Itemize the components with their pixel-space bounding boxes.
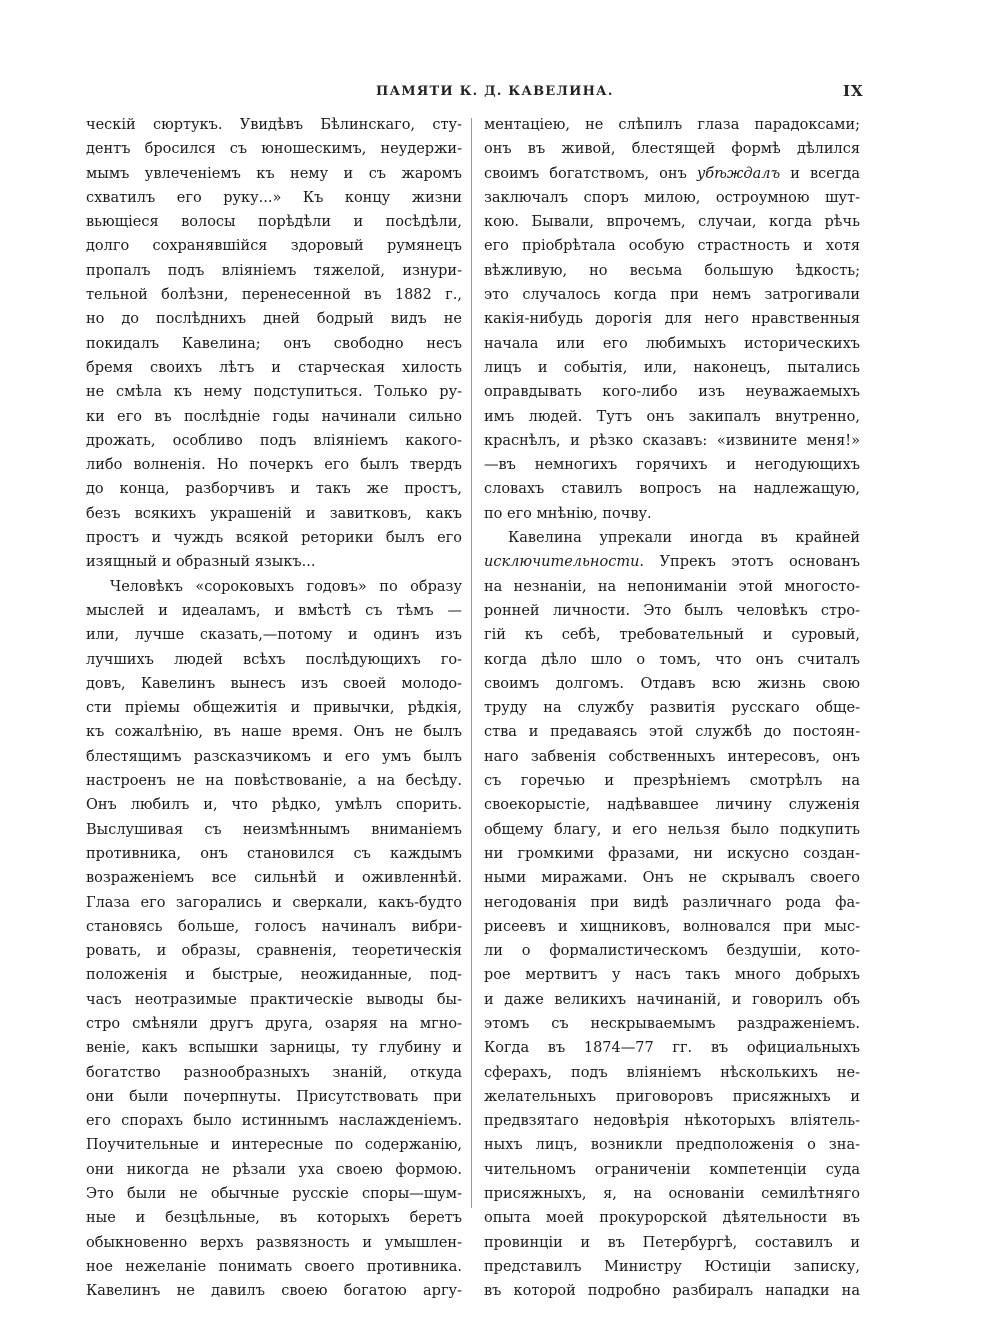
text-line: покидалъ Кавелина; онъ свободно несъ bbox=[86, 335, 462, 352]
text-line: оправдывать кого-либо изъ неуважаемыхъ bbox=[484, 384, 860, 401]
text-line: стро смѣняли другъ друга, озаряя на мгно- bbox=[86, 1015, 462, 1032]
text-line: пропалъ подъ вліяніемъ тяжелой, изнури- bbox=[86, 262, 462, 279]
text-line bbox=[484, 162, 860, 186]
text-line: этомъ съ нескрываемымъ раздраженіемъ. bbox=[484, 1015, 860, 1032]
right-column bbox=[484, 113, 860, 1304]
text-line: до конца, разборчивъ и такъ же простъ, bbox=[86, 481, 462, 498]
text-line: либо волненія. Но почеркъ его былъ твердъ bbox=[86, 457, 462, 474]
text-line: желательныхъ приговоровъ присяжныхъ и bbox=[484, 1088, 860, 1105]
text-segment: и всегда bbox=[780, 165, 860, 182]
text-line: дрожать, особливо подъ вліяніемъ какого- bbox=[86, 432, 462, 449]
text-line: ные и безцѣльные, въ которыхъ беретъ bbox=[86, 1210, 462, 1227]
text-line: и даже великихъ начинаній, и говорилъ объ bbox=[484, 991, 860, 1008]
text-line: ни громкими фразами, ни искусно создан- bbox=[484, 845, 860, 862]
text-line: настроенъ не на повѣствованіе, а на бесѣду. bbox=[86, 773, 462, 790]
text-line: мыслей и идеаламъ, и вмѣстѣ съ тѣмъ — bbox=[86, 602, 462, 619]
text-line: лицъ и событія, или, наконецъ, пытались bbox=[484, 359, 860, 376]
text-line: къ сожалѣнію, въ наше время. Онъ не былъ bbox=[86, 724, 462, 741]
text-line: часъ неотразимые практическіе выводы бы- bbox=[86, 991, 462, 1008]
text-line: рисеевъ и хищниковъ, волновался при мыс- bbox=[484, 918, 860, 935]
text-line: когда дѣло шло о томъ, что онъ считалъ bbox=[484, 651, 860, 668]
text-segment: своимъ богатствомъ, онъ bbox=[484, 165, 697, 182]
text-line: ровать, и образы, сравненія, теоретическія bbox=[86, 943, 462, 960]
text-line: начала или его любимыхъ историческихъ bbox=[484, 335, 860, 352]
text-line: ли о формалистическомъ бездушіи, кото- bbox=[484, 943, 860, 960]
text-line: своекорыстіе, надѣвавшее личину служенія bbox=[484, 797, 860, 814]
text-line: вѣжливую, но весьма большую ѣдкость; bbox=[484, 262, 860, 279]
text-line: сти пріемы общежитія и привычки, рѣдкія, bbox=[86, 700, 462, 717]
text-line: Когда въ 1874—77 гг. въ официальныхъ bbox=[484, 1040, 860, 1057]
text-line: съ горечью и презрѣніемъ смотрѣлъ на bbox=[484, 773, 860, 790]
text-line: безъ всякихъ украшеній и завитковъ, какъ bbox=[86, 505, 462, 522]
text-line: Человѣкъ «сороковыхъ годовъ» по образу bbox=[110, 578, 462, 595]
text-line: лучшихъ людей всѣхъ послѣдующихъ го- bbox=[86, 651, 462, 668]
text-line: Это были не обычные русскіе споры—шум- bbox=[86, 1186, 462, 1203]
text-line: они никогда не рѣзали уха своею формою. bbox=[86, 1161, 462, 1178]
text-line: ческій сюртукъ. Увидѣвъ Бѣлинскаго, сту- bbox=[86, 117, 462, 133]
text-line: какія-нибудь дорогія для него нравственныя bbox=[484, 311, 860, 328]
text-line: присяжныхъ, я, на основаніи семилѣтняго bbox=[484, 1186, 860, 1203]
text-line: бремя своихъ лѣтъ и старческая хилость bbox=[86, 359, 462, 376]
text-line: Кавелинъ не давилъ своею богатою аргу- bbox=[86, 1283, 462, 1300]
text-line: труду на службу развитія русскаго обще- bbox=[484, 700, 860, 717]
text-line: дентъ бросился съ юношескимъ, неудержи- bbox=[86, 141, 462, 158]
text-line: ными миражами. Онъ не скрывалъ своего bbox=[484, 870, 860, 887]
text-line: противника, онъ становился съ каждымъ bbox=[86, 845, 462, 862]
text-line: ства и предаваясь этой службѣ до постоян- bbox=[484, 724, 860, 741]
text-line: негодованія при видѣ различнаго рода фа- bbox=[484, 894, 860, 911]
text-line: богатство разнообразныхъ знаній, откуда bbox=[86, 1064, 462, 1081]
text-line: гій къ себѣ, требовательный и суровый, bbox=[484, 627, 860, 644]
text-line: они были почерпнуты. Присутствовать при bbox=[86, 1088, 462, 1105]
text-line: предвзятаго недовѣрія нѣкоторыхъ вліятель- bbox=[484, 1113, 860, 1130]
text-line: мымъ увлеченіемъ къ нему и съ жаромъ bbox=[86, 165, 462, 182]
text-line: становясь больше, голосъ начиналъ вибри- bbox=[86, 918, 462, 935]
text-line: не смѣла къ нему подступиться. Только ру- bbox=[86, 384, 462, 401]
text-line: долго сохранявшійся здоровый румянецъ bbox=[86, 238, 462, 255]
text-line: имъ людей. Тутъ онъ закипалъ внутренно, bbox=[484, 408, 860, 425]
left-column bbox=[86, 113, 462, 1304]
text-line: обыкновенно верхъ развязность и умышлен- bbox=[86, 1234, 462, 1251]
text-line: сферахъ, подъ вліяніемъ нѣсколькихъ не- bbox=[484, 1064, 860, 1081]
text-line: заключалъ споръ милою, остроумною шут- bbox=[484, 189, 860, 206]
text-line: простъ и чуждъ всякой ретoрики былъ его bbox=[86, 530, 462, 547]
text-line: его пріобрѣтала особую страстность и хотя bbox=[484, 238, 860, 255]
text-line: ментаціею, не слѣпилъ глаза парадоксами; bbox=[484, 117, 860, 133]
italic-emphasis: убѣждалъ bbox=[696, 165, 781, 182]
text-line: его спорахъ было истиннымъ наслажденіемъ. bbox=[86, 1113, 462, 1130]
text-line: положенія и быстрые, неожиданные, под- bbox=[86, 967, 462, 984]
text-line: рое мертвитъ у насъ такъ много добрыхъ bbox=[484, 967, 860, 984]
text-line: Глаза его загорались и сверкали, какъ-будто bbox=[86, 894, 462, 911]
running-title: ПАМЯТИ К. Д. КАВЕЛИНА. bbox=[376, 84, 614, 99]
text-line: веніе, какъ вспышки зарницы, ту глубину и bbox=[86, 1040, 462, 1057]
text-line: въ которой подробно разбиралъ нападки на bbox=[484, 1283, 860, 1300]
italic-emphasis: исключительности bbox=[484, 554, 640, 571]
text-line: или, лучше сказать,—потому и одинъ изъ bbox=[86, 627, 462, 644]
text-line: по его мнѣнію, почву. bbox=[484, 505, 652, 522]
text-line: общему благу, и его нельзя было подкупить bbox=[484, 821, 860, 838]
text-line: довъ, Кавелинъ вынесъ изъ своей молодо- bbox=[86, 675, 462, 692]
text-line: Выслушивая съ неизмѣннымъ вниманіемъ bbox=[86, 821, 462, 838]
text-line: словахъ ставилъ вопросъ на надлежащую, bbox=[484, 481, 860, 498]
text-line: на незнаніи, на непониманіи этой многосто- bbox=[484, 578, 860, 595]
text-line: Кавелина упрекали иногда въ крайней bbox=[508, 530, 860, 547]
text-line: возраженіемъ все сильнѣй и оживленнѣй. bbox=[86, 870, 462, 887]
text-line: схватилъ его руку...» Къ концу жизни bbox=[86, 189, 462, 206]
text-line: тельной болѣзни, перенесенной въ 1882 г., bbox=[86, 287, 462, 304]
text-line: блестящимъ разсказчикомъ и его умъ былъ bbox=[86, 748, 462, 765]
text-line bbox=[484, 550, 860, 574]
page-number: IX bbox=[843, 82, 864, 100]
text-line: ки его въ послѣдніе годы начинали сильно bbox=[86, 408, 462, 425]
text-line: онъ въ живой, блестящей формѣ дѣлился bbox=[484, 141, 860, 158]
text-line: Поучительные и интересные по содержанію, bbox=[86, 1137, 462, 1154]
text-line: но до послѣднихъ дней бодрый видъ не bbox=[86, 311, 462, 328]
text-line: вьющіеся волосы порѣдѣли и посѣдѣли, bbox=[86, 214, 462, 231]
text-line: наго забвенія собственныхъ интересовъ, онъ bbox=[484, 748, 860, 765]
text-line: опыта моей прокурорской дѣятельности въ bbox=[484, 1210, 860, 1227]
text-line: ное нежеланіе понимать своего противника. bbox=[86, 1258, 462, 1275]
text-line: кою. Бывали, впрочемъ, случаи, когда рѣчь bbox=[484, 214, 860, 231]
text-line: представилъ Министру Юстиціи записку, bbox=[484, 1258, 860, 1275]
text-line: провинціи и въ Петербургѣ, составилъ и bbox=[484, 1234, 860, 1251]
text-segment: . Упрекъ этотъ основанъ bbox=[639, 554, 860, 571]
text-line: ронней личности. Это былъ человѣкъ стро- bbox=[484, 602, 860, 619]
text-line: своимъ долгомъ. Отдавъ всю жизнь свою bbox=[484, 675, 860, 692]
column-divider bbox=[471, 118, 472, 1208]
text-line: ныхъ лицъ, возникли предположенія о зна- bbox=[484, 1137, 860, 1154]
text-line: —въ немногихъ горячихъ и негодующихъ bbox=[484, 457, 860, 474]
text-line: это случалось когда при немъ затрогивали bbox=[484, 287, 860, 304]
text-line: изящный и образный языкъ... bbox=[86, 554, 316, 571]
text-line: Онъ любилъ и, что рѣдко, умѣлъ спорить. bbox=[86, 797, 462, 814]
text-line: чительномъ ограниченіи компетенціи суда bbox=[484, 1161, 860, 1178]
text-line: краснѣлъ, и рѣзко сказавъ: «извините меня!» bbox=[484, 432, 860, 449]
